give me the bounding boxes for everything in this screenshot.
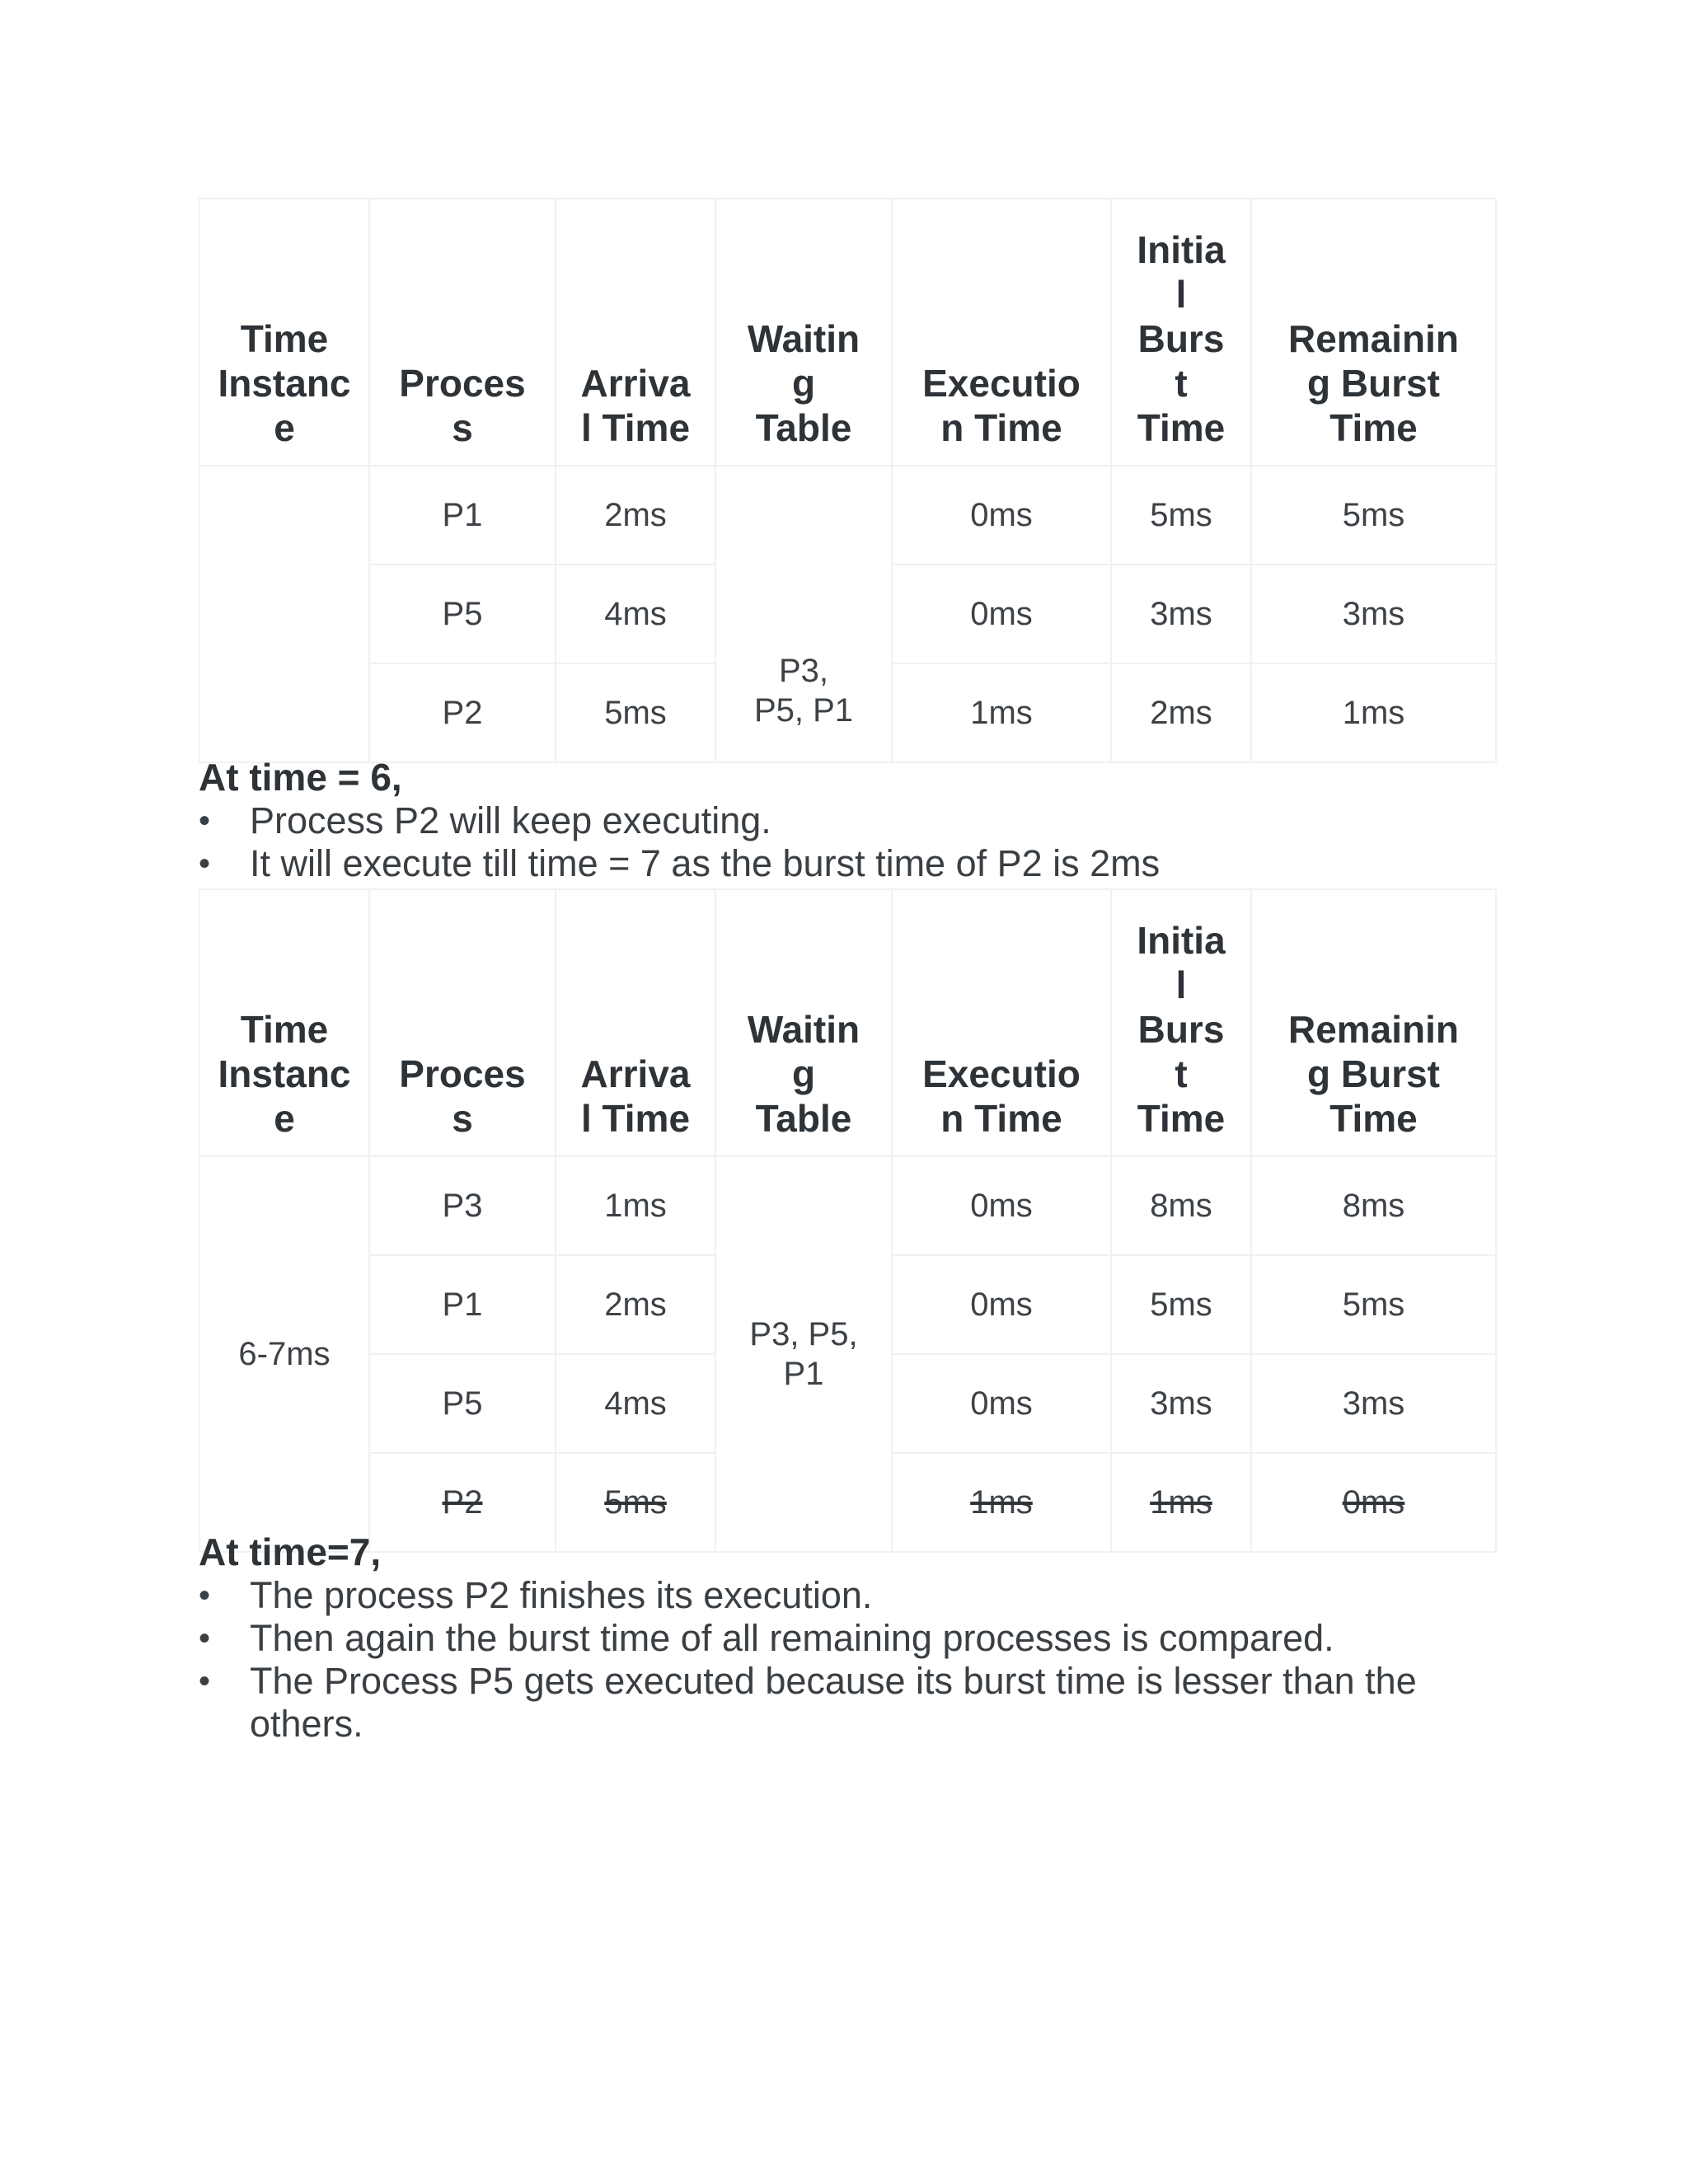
initial-burst-cell: 3ms <box>1111 565 1251 663</box>
execution-cell: 0ms <box>892 466 1111 565</box>
notes-list-time-7 <box>199 1574 1501 1746</box>
header-arrival-time: Arriva l Time <box>556 199 715 466</box>
time-instance-cell: 6-7ms <box>199 1156 369 1552</box>
table-row <box>199 1156 1496 1255</box>
execution-cell: 0ms <box>892 1255 1111 1354</box>
list-item: • Then again the burst time of all remaining processes is compared. <box>199 1617 1501 1660</box>
header-time-instance: Time Instanc e <box>199 889 369 1156</box>
arrival-cell: 4ms <box>556 1354 715 1453</box>
waiting-table-cell: P3, P5, P1 <box>715 1156 892 1552</box>
list-item: • The Process P5 gets executed because its burst time is lesser than the others. <box>199 1660 1501 1746</box>
header-execution-time: Executio n Time <box>892 889 1111 1156</box>
initial-burst-cell: 1ms <box>1111 1453 1251 1552</box>
arrival-cell: 2ms <box>556 1255 715 1354</box>
header-remaining-burst-time: Remainin g Burst Time <box>1251 199 1496 466</box>
remaining-burst-cell: 3ms <box>1251 1354 1496 1453</box>
initial-burst-cell: 3ms <box>1111 1354 1251 1453</box>
execution-cell: 1ms <box>892 663 1111 762</box>
remaining-burst-cell: 8ms <box>1251 1156 1496 1255</box>
time-instance-cell <box>199 466 369 762</box>
process-cell: P1 <box>369 466 556 565</box>
list-item: • Process P2 will keep executing. <box>199 799 1501 842</box>
header-execution-time: Executio n Time <box>892 199 1111 466</box>
remaining-burst-cell: 3ms <box>1251 565 1496 663</box>
process-cell: P1 <box>369 1255 556 1354</box>
remaining-burst-cell: 5ms <box>1251 1255 1496 1354</box>
table-row <box>199 466 1496 565</box>
remaining-burst-cell: 0ms <box>1251 1453 1496 1552</box>
arrival-cell: 5ms <box>556 663 715 762</box>
arrival-cell: 1ms <box>556 1156 715 1255</box>
arrival-cell: 5ms <box>556 1453 715 1552</box>
initial-burst-cell: 5ms <box>1111 466 1251 565</box>
initial-burst-cell: 5ms <box>1111 1255 1251 1354</box>
list-item: • It will execute till time = 7 as the burst time of P2 is 2ms <box>199 842 1501 885</box>
header-waiting-table: Waitin g Table <box>715 199 892 466</box>
initial-burst-cell: 8ms <box>1111 1156 1251 1255</box>
process-cell: P5 <box>369 1354 556 1453</box>
process-cell: P3 <box>369 1156 556 1255</box>
process-cell: P5 <box>369 565 556 663</box>
header-process: Proces s <box>369 199 556 466</box>
header-time-instance: Time Instanc e <box>199 199 369 466</box>
process-table-2 <box>199 888 1497 1553</box>
header-waiting-table: Waitin g Table <box>715 889 892 1156</box>
table-header-row <box>199 199 1496 466</box>
remaining-burst-cell: 1ms <box>1251 663 1496 762</box>
notes-list-time-6 <box>199 799 1501 885</box>
initial-burst-cell: 2ms <box>1111 663 1251 762</box>
execution-cell: 0ms <box>892 565 1111 663</box>
process-cell: P2 <box>369 1453 556 1552</box>
process-cell: P2 <box>369 663 556 762</box>
list-item: • The process P2 finishes its execution. <box>199 1574 1501 1617</box>
section-heading-time-6: At time = 6, <box>199 756 402 799</box>
section-heading-time-7: At time=7, <box>199 1530 382 1573</box>
remaining-burst-cell: 5ms <box>1251 466 1496 565</box>
arrival-cell: 2ms <box>556 466 715 565</box>
process-table-1 <box>199 198 1497 763</box>
header-initial-burst-time: Initia l Burs t Time <box>1111 889 1251 1156</box>
table-header-row <box>199 889 1496 1156</box>
header-initial-burst-time: Initia l Burs t Time <box>1111 199 1251 466</box>
execution-cell: 1ms <box>892 1453 1111 1552</box>
execution-cell: 0ms <box>892 1156 1111 1255</box>
header-process: Proces s <box>369 889 556 1156</box>
execution-cell: 0ms <box>892 1354 1111 1453</box>
arrival-cell: 4ms <box>556 565 715 663</box>
waiting-table-cell: P3, P5, P1 <box>715 466 892 762</box>
header-arrival-time: Arriva l Time <box>556 889 715 1156</box>
header-remaining-burst-time: Remainin g Burst Time <box>1251 889 1496 1156</box>
